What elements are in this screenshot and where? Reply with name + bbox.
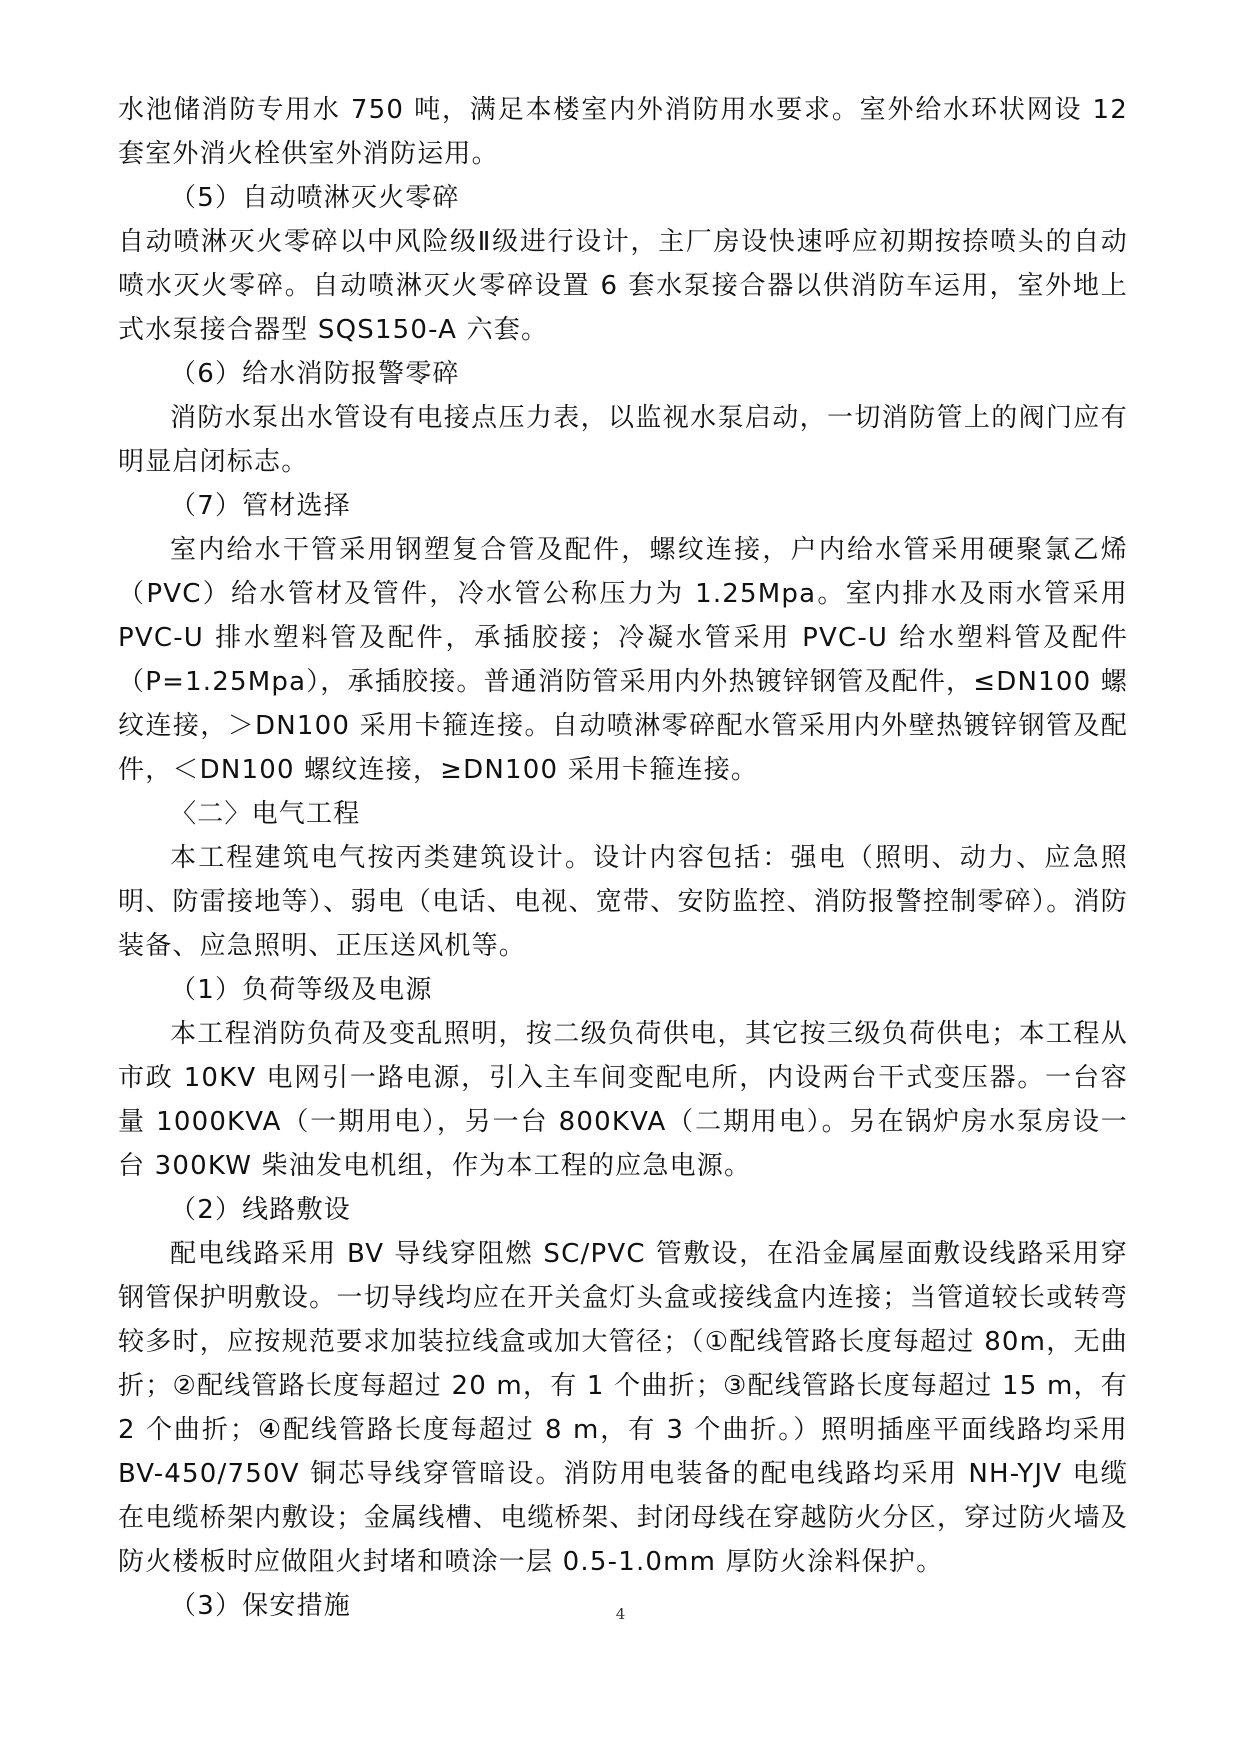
page-number: 4 <box>615 1605 626 1623</box>
body-paragraph: 水池储消防专用水 750 吨，满足本楼室内外消防用水要求。室外给水环状网设 12 套室外消火栓供室外消防运用。 <box>118 95 1128 169</box>
section-heading: （3）保安措施 <box>170 1591 351 1621</box>
body-paragraph: 自动喷淋灭火零碎以中风险级Ⅱ级进行设计，主厂房设快速呼应初期按捺喷头的自动喷水灭火零碎。自动喷淋灭火零碎设置 6 套水泵接合器以供消防车运用，室外地上式水泵接合器型 SQS150-A 六套。 <box>118 227 1128 345</box>
body-paragraph: 本工程建筑电气按丙类建筑设计。设计内容包括：强电（照明、动力、应急照明、防雷接地等）、弱电（电话、电视、宽带、安防监控、消防报警控制零碎）。消防装备、应急照明、正压送风机等。 <box>118 843 1128 961</box>
section-heading: （6）给水消防报警零碎 <box>170 359 460 389</box>
section-heading: （1）负荷等级及电源 <box>170 975 433 1005</box>
body-paragraph: 消防水泵出水管设有电接点压力表，以监视水泵启动，一切消防管上的阀门应有明显启闭标志。 <box>118 403 1128 477</box>
body-paragraph: 配电线路采用 BV 导线穿阻燃 SC/PVC 管敷设，在沿金属屋面敷设线路采用穿钢管保护明敷设。一切导线均应在开关盒灯头盒或接线盒内连接；当管道较长或转弯较多时，应按规范要求加装拉线盒或加大管径；（①配线管路长度每超过 80m，无曲折；②配线管路长度每超过 20 m，有 1 个曲折；③配线管路长度每超过 15 m，有 2 个曲折；④配线管路长度每超过 8 m，有 3 个曲折。）照明插座平面线路均采用 BV-450/750V 铜芯导线穿管暗设。消防用电装备的配电线路均采用 NH-YJV 电缆在电缆桥架内敷设；金属线槽、电缆桥架、封闭母线在穿越防火分区，穿过防火墙及防火楼板时应做阻火封堵和喷涂一层 0.5-1.0mm 厚防火涂料保护。 <box>118 1239 1128 1577</box>
section-heading: 〈二〉电气工程 <box>170 799 361 829</box>
body-paragraph: 室内给水干管采用钢塑复合管及配件，螺纹连接，户内给水管采用硬聚氯乙烯（PVC）给水管材及管件，冷水管公称压力为 1.25Mpa。室内排水及雨水管采用 PVC-U 排水塑料管及配件，承插胶接；冷凝水管采用 PVC-U 给水塑料管及配件（P=1.25Mpa），承插胶接。普通消防管采用内外热镀锌钢管及配件，≤DN100 螺纹连接，＞DN100 采用卡箍连接。自动喷淋零碎配水管采用内外壁热镀锌钢管及配件，＜DN100 螺纹连接，≥DN100 采用卡箍连接。 <box>118 535 1128 785</box>
section-heading: （2）线路敷设 <box>170 1195 351 1225</box>
section-heading: （5）自动喷淋灭火零碎 <box>170 183 460 213</box>
body-paragraph: 本工程消防负荷及变乱照明，按二级负荷供电，其它按三级负荷供电；本工程从市政 10KV 电网引一路电源，引入主车间变配电所，内设两台干式变压器。一台容量 1000KVA（一期用电），另一台 800KVA（二期用电）。另在锅炉房水泵房设一台 300KW 柴油发电机组，作为本工程的应急电源。 <box>118 1019 1128 1181</box>
section-heading: （7）管材选择 <box>170 491 351 521</box>
page-body <box>118 88 1128 1628</box>
